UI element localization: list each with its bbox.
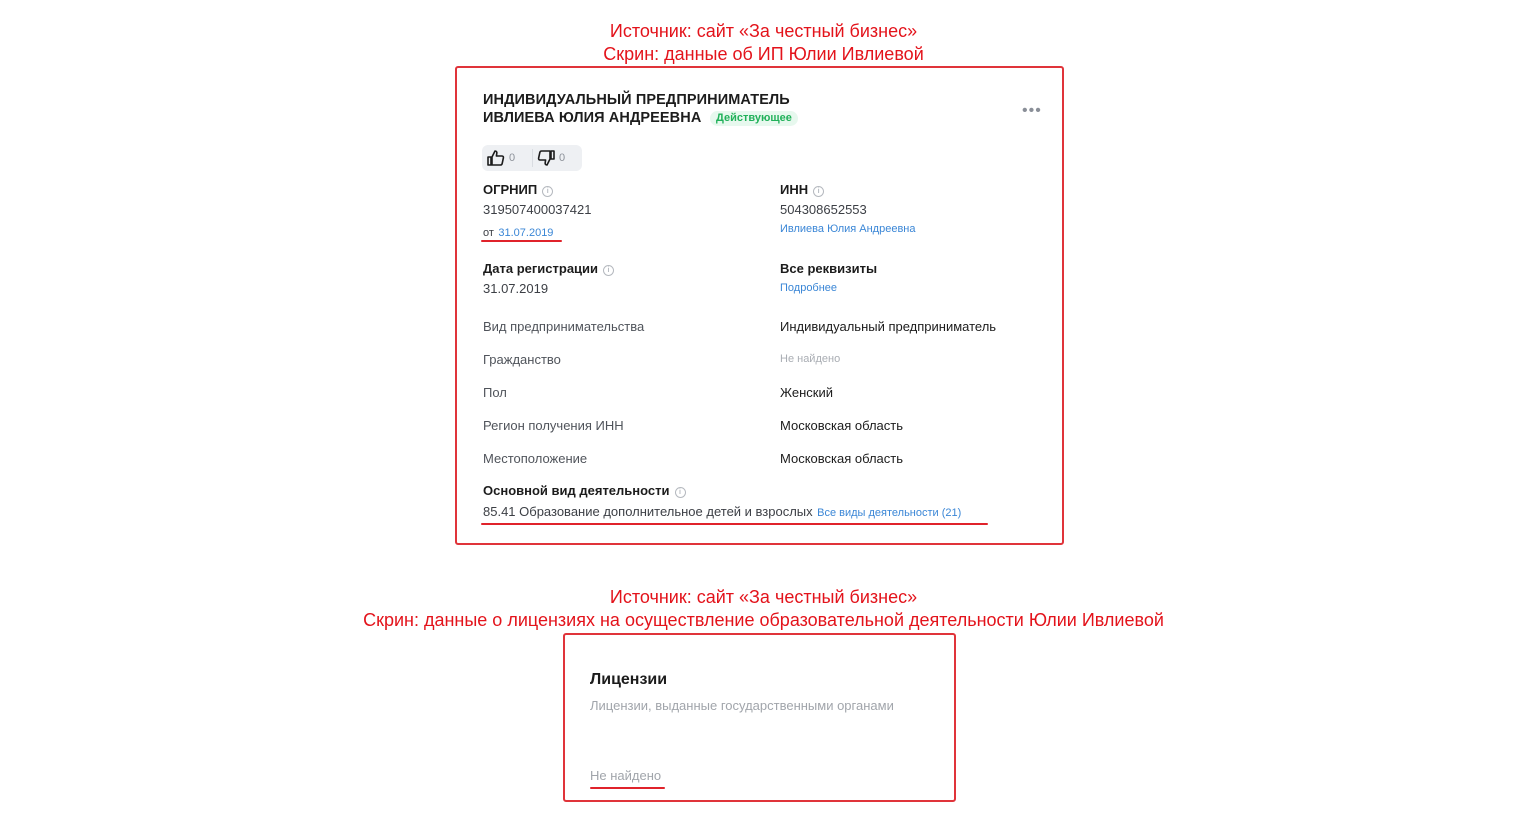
info-icon[interactable]: i: [603, 265, 614, 276]
licenses-title: Лицензии: [590, 671, 668, 688]
all-activities-link[interactable]: Все виды деятельности (21): [817, 507, 962, 519]
dislike-count: 0: [559, 152, 566, 164]
licenses-empty-state: Не найдено: [590, 768, 662, 783]
status-badge: Действующее: [710, 111, 798, 126]
row-label-citizenship: Гражданство: [483, 352, 561, 367]
highlight-underline: [481, 240, 562, 242]
row-label-inn-region: Регион получения ИНН: [483, 418, 624, 433]
ogrnip-label-wrap: [483, 182, 553, 197]
inn-label-wrap: [780, 182, 824, 197]
main-activity-value: 85.41 Образование дополнительное детей и взрослых: [483, 504, 813, 519]
highlight-underline: [481, 523, 988, 525]
registration-label-wrap: [483, 261, 614, 276]
inn-label: ИНН: [780, 182, 809, 197]
licenses-card: [563, 633, 956, 802]
licenses-subtitle: Лицензии, выданные государственными органами: [590, 698, 894, 713]
like-count: 0: [509, 152, 516, 164]
row-label-gender: Пол: [483, 385, 507, 400]
thumbs-down-icon: [537, 150, 555, 166]
main-activity-label: Основной вид деятельности: [483, 483, 670, 498]
company-title-line2: ИВЛИЕВА ЮЛИЯ АНДРЕЕВНА: [483, 110, 702, 126]
row-value-business-type: Индивидуальный предприниматель: [780, 319, 997, 334]
inn-value: 504308652553: [780, 202, 867, 217]
info-icon[interactable]: i: [675, 487, 686, 498]
company-card: [455, 66, 1064, 545]
caption-top-description: Скрин: данные об ИП Юлии Ивлиевой: [603, 44, 924, 64]
thumbs-up-icon: [487, 150, 505, 166]
row-value-gender: Женский: [780, 385, 833, 400]
caption-bottom: [0, 586, 1527, 632]
row-value-inn-region: Московская область: [780, 418, 904, 433]
ogrnip-label: ОГРНИП: [483, 182, 538, 197]
vote-group: [482, 145, 582, 171]
row-value-citizenship: Не найдено: [780, 353, 841, 365]
ogrnip-value: 319507400037421: [483, 202, 592, 217]
ogrnip-date: [483, 223, 553, 241]
vote-divider: [532, 149, 533, 167]
inn-owner-link[interactable]: Ивлиева Юлия Андреевна: [780, 223, 916, 235]
dislike-button[interactable]: [537, 145, 565, 171]
more-dots-icon[interactable]: •••: [1022, 102, 1042, 119]
highlight-underline: [590, 787, 665, 789]
info-icon[interactable]: i: [542, 186, 553, 197]
caption-top: [0, 20, 1527, 66]
caption-bottom-source: Источник: сайт «За честный бизнес»: [609, 587, 918, 607]
ogrnip-date-prefix: от: [483, 227, 494, 239]
row-value-location: Московская область: [780, 451, 904, 466]
main-activity-label-wrap: [483, 483, 686, 498]
row-label-business-type: Вид предпринимательства: [483, 319, 645, 334]
main-activity-row: [483, 503, 961, 521]
ogrnip-date-link[interactable]: 31.07.2019: [498, 227, 554, 239]
row-label-location: Местоположение: [483, 451, 588, 466]
requisites-link[interactable]: Подробнее: [780, 282, 838, 294]
caption-bottom-description: Скрин: данные о лицензиях на осуществление образовательной деятельности Юлии Ивлиевой: [363, 610, 1164, 630]
like-button[interactable]: [487, 145, 515, 171]
caption-top-source: Источник: сайт «За честный бизнес»: [609, 21, 918, 41]
registration-label: Дата регистрации: [483, 261, 599, 276]
requisites-label: Все реквизиты: [780, 261, 878, 276]
company-title-line1: ИНДИВИДУАЛЬНЫЙ ПРЕДПРИНИМАТЕЛЬ: [483, 92, 790, 108]
registration-value: 31.07.2019: [483, 281, 549, 296]
info-icon[interactable]: i: [813, 186, 824, 197]
